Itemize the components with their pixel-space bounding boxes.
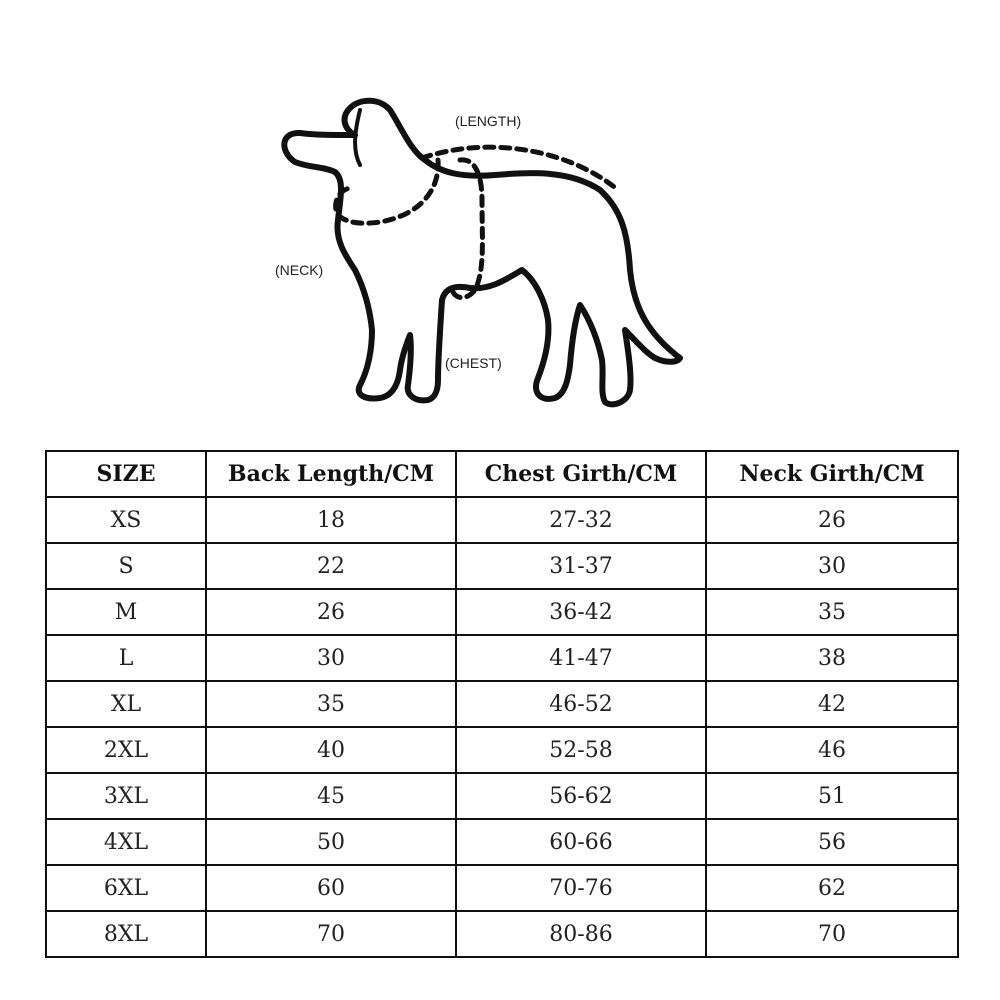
header-size: SIZE [46,451,206,497]
cell-chest-girth: 46-52 [456,681,706,727]
cell-neck-girth: 35 [706,589,958,635]
length-label: (LENGTH) [455,113,522,129]
cell-back-length: 40 [206,727,456,773]
table-row [46,865,958,911]
cell-neck-girth: 56 [706,819,958,865]
cell-neck-girth: 42 [706,681,958,727]
neck-measure-line [336,160,439,223]
table-row [46,681,958,727]
cell-size: XS [46,497,206,543]
table-row [46,543,958,589]
cell-size: M [46,589,206,635]
cell-neck-girth: 51 [706,773,958,819]
cell-chest-girth: 60-66 [456,819,706,865]
cell-size: 8XL [46,911,206,957]
cell-size: S [46,543,206,589]
cell-neck-girth: 70 [706,911,958,957]
cell-back-length: 22 [206,543,456,589]
cell-size: 4XL [46,819,206,865]
table-row [46,497,958,543]
cell-size: 3XL [46,773,206,819]
table-row [46,773,958,819]
cell-back-length: 70 [206,911,456,957]
cell-size: L [46,635,206,681]
header-chest-girth: Chest Girth/CM [456,451,706,497]
cell-chest-girth: 52-58 [456,727,706,773]
table-row [46,911,958,957]
cell-neck-girth: 62 [706,865,958,911]
table-header-row [46,451,958,497]
cell-chest-girth: 56-62 [456,773,706,819]
dog-measurement-diagram [260,40,710,410]
cell-neck-girth: 30 [706,543,958,589]
chest-label: (CHEST) [445,355,502,371]
cell-back-length: 35 [206,681,456,727]
cell-size: XL [46,681,206,727]
cell-neck-girth: 26 [706,497,958,543]
table-row [46,727,958,773]
cell-chest-girth: 41-47 [456,635,706,681]
header-back-length: Back Length/CM [206,451,456,497]
cell-chest-girth: 27-32 [456,497,706,543]
cell-size: 2XL [46,727,206,773]
table-row [46,635,958,681]
cell-back-length: 26 [206,589,456,635]
dog-illustration [260,40,710,410]
cell-neck-girth: 38 [706,635,958,681]
cell-back-length: 18 [206,497,456,543]
table-row [46,589,958,635]
cell-back-length: 60 [206,865,456,911]
table-row [46,819,958,865]
cell-neck-girth: 46 [706,727,958,773]
size-chart-table [45,450,959,958]
cell-back-length: 45 [206,773,456,819]
cell-chest-girth: 31-37 [456,543,706,589]
cell-back-length: 30 [206,635,456,681]
neck-label: (NECK) [275,262,324,278]
dog-ear [355,110,360,165]
cell-back-length: 50 [206,819,456,865]
cell-chest-girth: 36-42 [456,589,706,635]
chest-measure-line [452,160,482,298]
header-neck-girth: Neck Girth/CM [706,451,958,497]
cell-size: 6XL [46,865,206,911]
cell-chest-girth: 80-86 [456,911,706,957]
cell-chest-girth: 70-76 [456,865,706,911]
